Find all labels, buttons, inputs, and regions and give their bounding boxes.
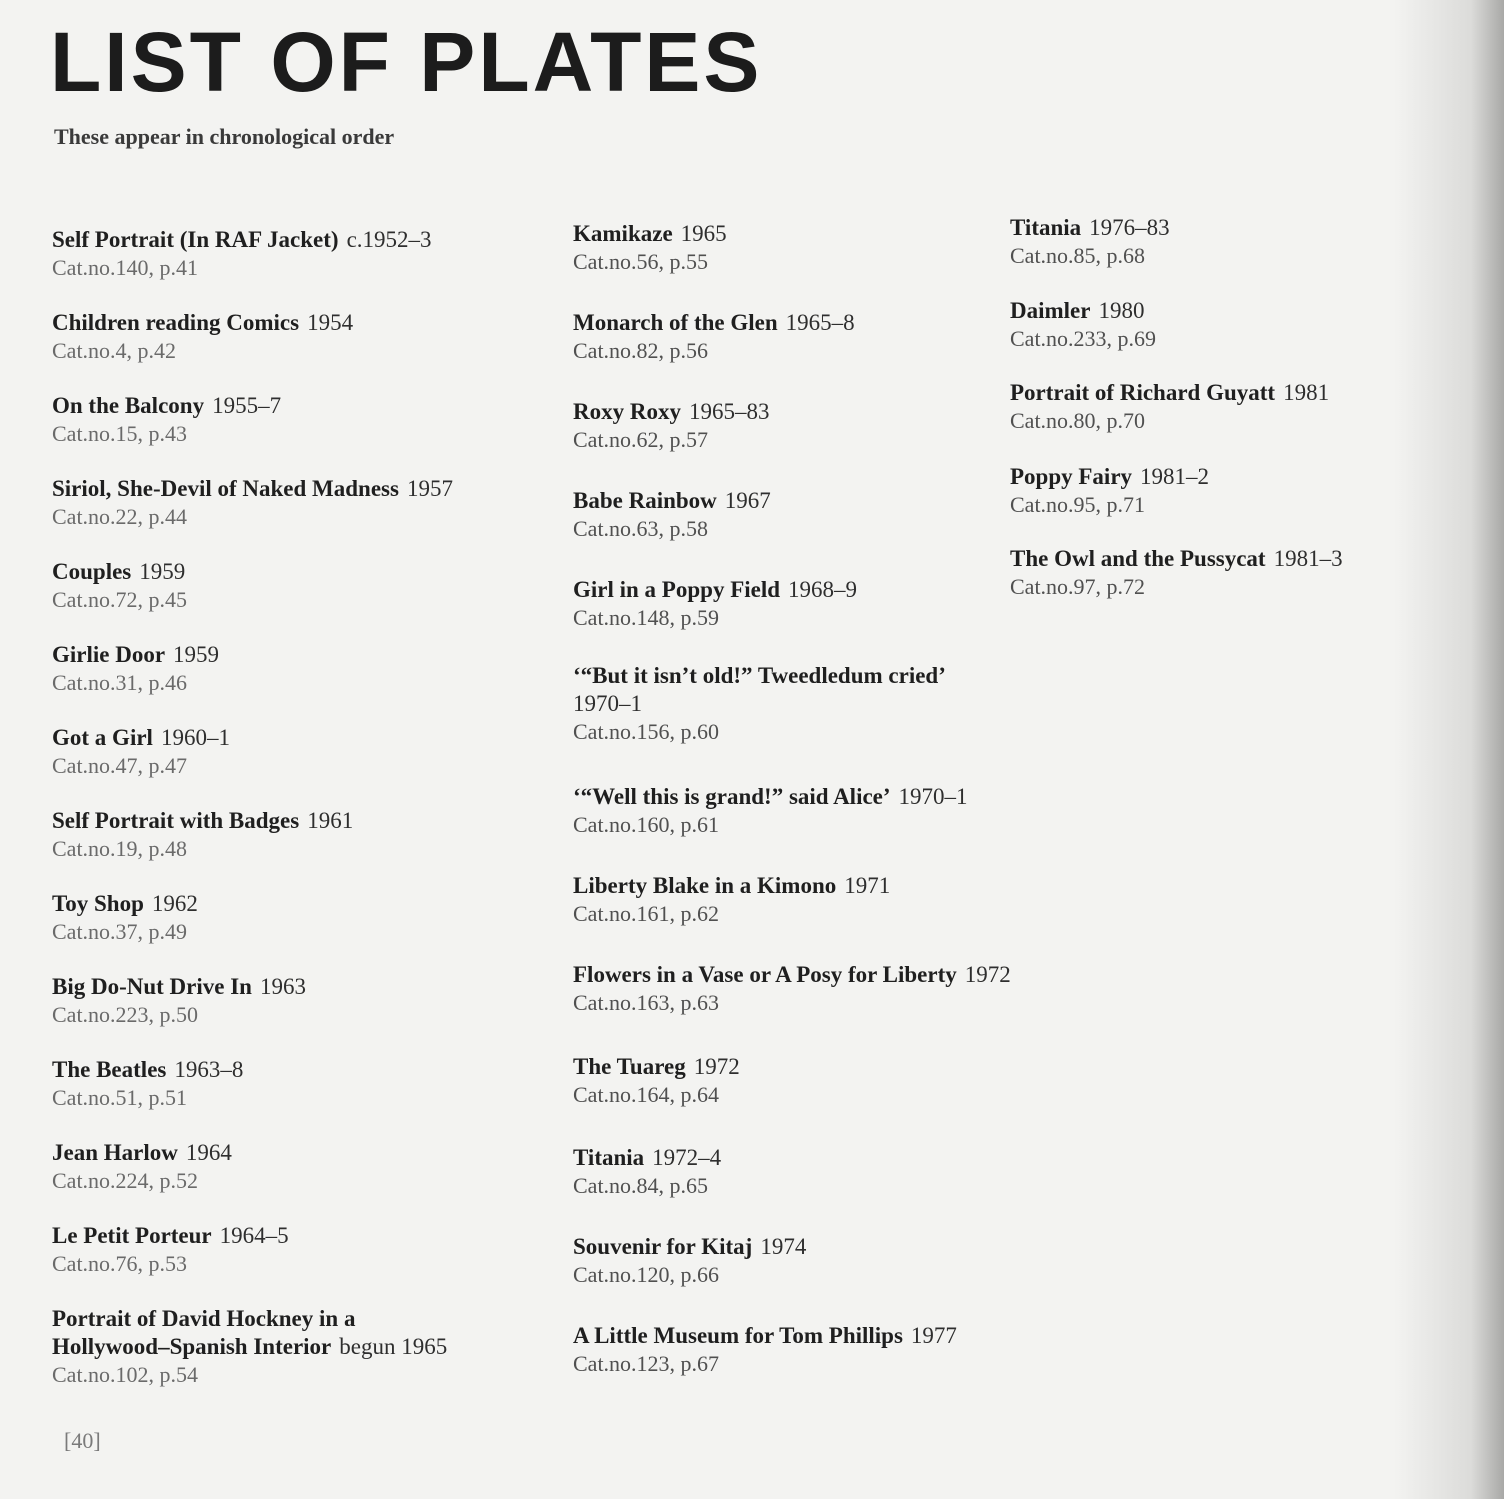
plate-catalogue-ref: Cat.no.123, p.67 <box>573 1351 720 1376</box>
plate-title: Roxy Roxy <box>573 399 681 424</box>
plate-year: 1972 <box>693 1054 740 1079</box>
plate-catalogue-ref: Cat.no.164, p.64 <box>573 1082 720 1107</box>
plate-year: 1965 <box>680 221 727 246</box>
plate-year: 1955–7 <box>212 393 282 418</box>
plate-entry <box>52 392 552 448</box>
plate-year: 1980 <box>1098 298 1145 323</box>
plate-year: 1957 <box>406 476 453 501</box>
plate-title: Self Portrait with Badges <box>52 808 300 833</box>
plate-year: 1981–2 <box>1140 464 1210 489</box>
plate-catalogue-ref: Cat.no.22, p.44 <box>52 504 188 529</box>
plate-catalogue-ref: Cat.no.161, p.62 <box>573 901 720 926</box>
page-number: [40] <box>64 1428 101 1453</box>
plate-entry <box>573 662 1133 746</box>
plate-catalogue-ref: Cat.no.163, p.63 <box>573 990 720 1015</box>
plate-title-continued: Hollywood–Spanish Interior <box>52 1334 332 1359</box>
plate-catalogue-ref: Cat.no.140, p.41 <box>52 255 199 280</box>
plate-year: 1968–9 <box>788 577 858 602</box>
plate-year: 1954 <box>307 310 354 335</box>
plate-year: 1962 <box>151 891 198 916</box>
plate-title: Daimler <box>1010 298 1091 323</box>
plate-year: 1972–4 <box>652 1145 722 1170</box>
plate-catalogue-ref: Cat.no.19, p.48 <box>52 836 188 861</box>
plate-entry <box>52 807 552 863</box>
plate-entry <box>573 1144 1133 1200</box>
plate-catalogue-ref: Cat.no.148, p.59 <box>573 605 720 630</box>
plate-year: 1959 <box>139 559 186 584</box>
plate-catalogue-ref: Cat.no.223, p.50 <box>52 1002 199 1027</box>
plate-catalogue-ref: Cat.no.80, p.70 <box>1010 408 1146 433</box>
plate-title: ‘“But it isn’t old!” Tweedledum cried’ <box>573 663 946 688</box>
plate-entry <box>52 558 552 614</box>
plate-entry <box>1010 379 1470 435</box>
plate-catalogue-ref: Cat.no.84, p.65 <box>573 1173 709 1198</box>
plate-entry <box>52 226 552 282</box>
plate-title: Couples <box>52 559 132 584</box>
plate-entry <box>52 724 552 780</box>
plate-year: 1967 <box>724 488 771 513</box>
plate-year: 1959 <box>173 642 220 667</box>
plate-entry <box>573 1053 1133 1109</box>
plate-catalogue-ref: Cat.no.15, p.43 <box>52 421 188 446</box>
plate-entry <box>573 961 1133 1017</box>
plate-title: The Beatles <box>52 1057 167 1082</box>
plate-title: Toy Shop <box>52 891 144 916</box>
plate-title: Liberty Blake in a Kimono <box>573 873 837 898</box>
plate-title: Titania <box>1010 215 1082 240</box>
plate-year: 1964 <box>185 1140 232 1165</box>
plate-year: 1963–8 <box>174 1057 244 1082</box>
plate-title: Girlie Door <box>52 642 166 667</box>
plate-title: Kamikaze <box>573 221 673 246</box>
plate-entry <box>52 1056 552 1112</box>
plate-year: 1960–1 <box>160 725 230 750</box>
plate-entry <box>52 1305 552 1389</box>
plate-catalogue-ref: Cat.no.37, p.49 <box>52 919 188 944</box>
plate-entry <box>1010 463 1470 519</box>
page-subtitle: These appear in chronological order <box>54 124 395 149</box>
plate-title: The Owl and the Pussycat <box>1010 546 1266 571</box>
plate-year: 1970–1 <box>573 691 642 716</box>
plate-catalogue-ref: Cat.no.62, p.57 <box>573 427 709 452</box>
plate-entry <box>52 641 552 697</box>
plate-title: On the Balcony <box>52 393 205 418</box>
plate-year: 1977 <box>910 1323 957 1348</box>
plate-catalogue-ref: Cat.no.95, p.71 <box>1010 492 1146 517</box>
plate-title: A Little Museum for Tom Phillips <box>573 1323 903 1348</box>
plate-entry <box>573 1322 1133 1378</box>
plate-entry <box>573 783 1133 839</box>
plate-title: Monarch of the Glen <box>573 310 778 335</box>
plate-catalogue-ref: Cat.no.82, p.56 <box>573 338 709 363</box>
plate-catalogue-ref: Cat.no.102, p.54 <box>52 1362 199 1387</box>
plate-year: 1963 <box>259 974 306 999</box>
plate-entry <box>52 973 552 1029</box>
plate-title: Girl in a Poppy Field <box>573 577 781 602</box>
plate-year: 1981 <box>1283 380 1330 405</box>
plate-year: 1981–3 <box>1273 546 1343 571</box>
plate-title: Self Portrait (In RAF Jacket) <box>52 227 339 252</box>
plate-entry <box>573 872 1133 928</box>
plate-entry <box>1010 297 1470 353</box>
plate-entry <box>52 1222 552 1278</box>
plate-title: Siriol, She-Devil of Naked Madness <box>52 476 399 501</box>
plate-entry <box>52 475 552 531</box>
page-title: LIST OF PLATES <box>50 15 763 109</box>
plate-catalogue-ref: Cat.no.72, p.45 <box>52 587 188 612</box>
plate-catalogue-ref: Cat.no.31, p.46 <box>52 670 188 695</box>
plate-entry <box>52 309 552 365</box>
plate-entry <box>52 890 552 946</box>
plate-catalogue-ref: Cat.no.160, p.61 <box>573 812 720 837</box>
plate-title: Children reading Comics <box>52 310 300 335</box>
plate-entry <box>1010 545 1470 601</box>
plate-title: Flowers in a Vase or A Posy for Liberty <box>573 962 957 987</box>
plate-entry <box>52 1139 552 1195</box>
plate-year: 1964–5 <box>219 1223 289 1248</box>
plate-title: Big Do-Nut Drive In <box>52 974 252 999</box>
plate-year: 1972 <box>964 962 1011 987</box>
plate-year: 1974 <box>760 1234 807 1259</box>
plate-catalogue-ref: Cat.no.85, p.68 <box>1010 243 1146 268</box>
plate-title: Titania <box>573 1145 645 1170</box>
plate-catalogue-ref: Cat.no.97, p.72 <box>1010 574 1146 599</box>
plate-title: Souvenir for Kitaj <box>573 1234 753 1259</box>
plate-catalogue-ref: Cat.no.156, p.60 <box>573 719 720 744</box>
plate-catalogue-ref: Cat.no.233, p.69 <box>1010 326 1157 351</box>
plate-year: 1976–83 <box>1089 215 1170 240</box>
plate-title: Babe Rainbow <box>573 488 717 513</box>
plate-catalogue-ref: Cat.no.47, p.47 <box>52 753 188 778</box>
plate-year: 1965–83 <box>688 399 770 424</box>
plate-year: 1971 <box>844 873 891 898</box>
plate-title: Got a Girl <box>52 725 153 750</box>
plate-year: begun 1965 <box>339 1334 448 1359</box>
plate-catalogue-ref: Cat.no.56, p.55 <box>573 249 709 274</box>
plate-entry <box>1010 214 1470 270</box>
plate-year: c.1952–3 <box>346 227 432 252</box>
plate-catalogue-ref: Cat.no.63, p.58 <box>573 516 709 541</box>
plate-title: Portrait of David Hockney in a <box>52 1306 356 1331</box>
plate-catalogue-ref: Cat.no.224, p.52 <box>52 1168 199 1193</box>
plate-title: Portrait of Richard Guyatt <box>1010 380 1276 405</box>
plate-catalogue-ref: Cat.no.76, p.53 <box>52 1251 188 1276</box>
plate-entry <box>573 1233 1133 1289</box>
plate-title: ‘“Well this is grand!” said Alice’ <box>573 784 891 809</box>
plate-title: Le Petit Porteur <box>52 1223 212 1248</box>
plate-catalogue-ref: Cat.no.4, p.42 <box>52 338 177 363</box>
plate-year: 1965–8 <box>785 310 855 335</box>
plate-title: Poppy Fairy <box>1010 464 1133 489</box>
plate-year: 1961 <box>307 808 354 833</box>
plate-title: The Tuareg <box>573 1054 686 1079</box>
plate-title: Jean Harlow <box>52 1140 178 1165</box>
plate-catalogue-ref: Cat.no.51, p.51 <box>52 1085 188 1110</box>
plate-catalogue-ref: Cat.no.120, p.66 <box>573 1262 720 1287</box>
plate-year: 1970–1 <box>898 784 968 809</box>
